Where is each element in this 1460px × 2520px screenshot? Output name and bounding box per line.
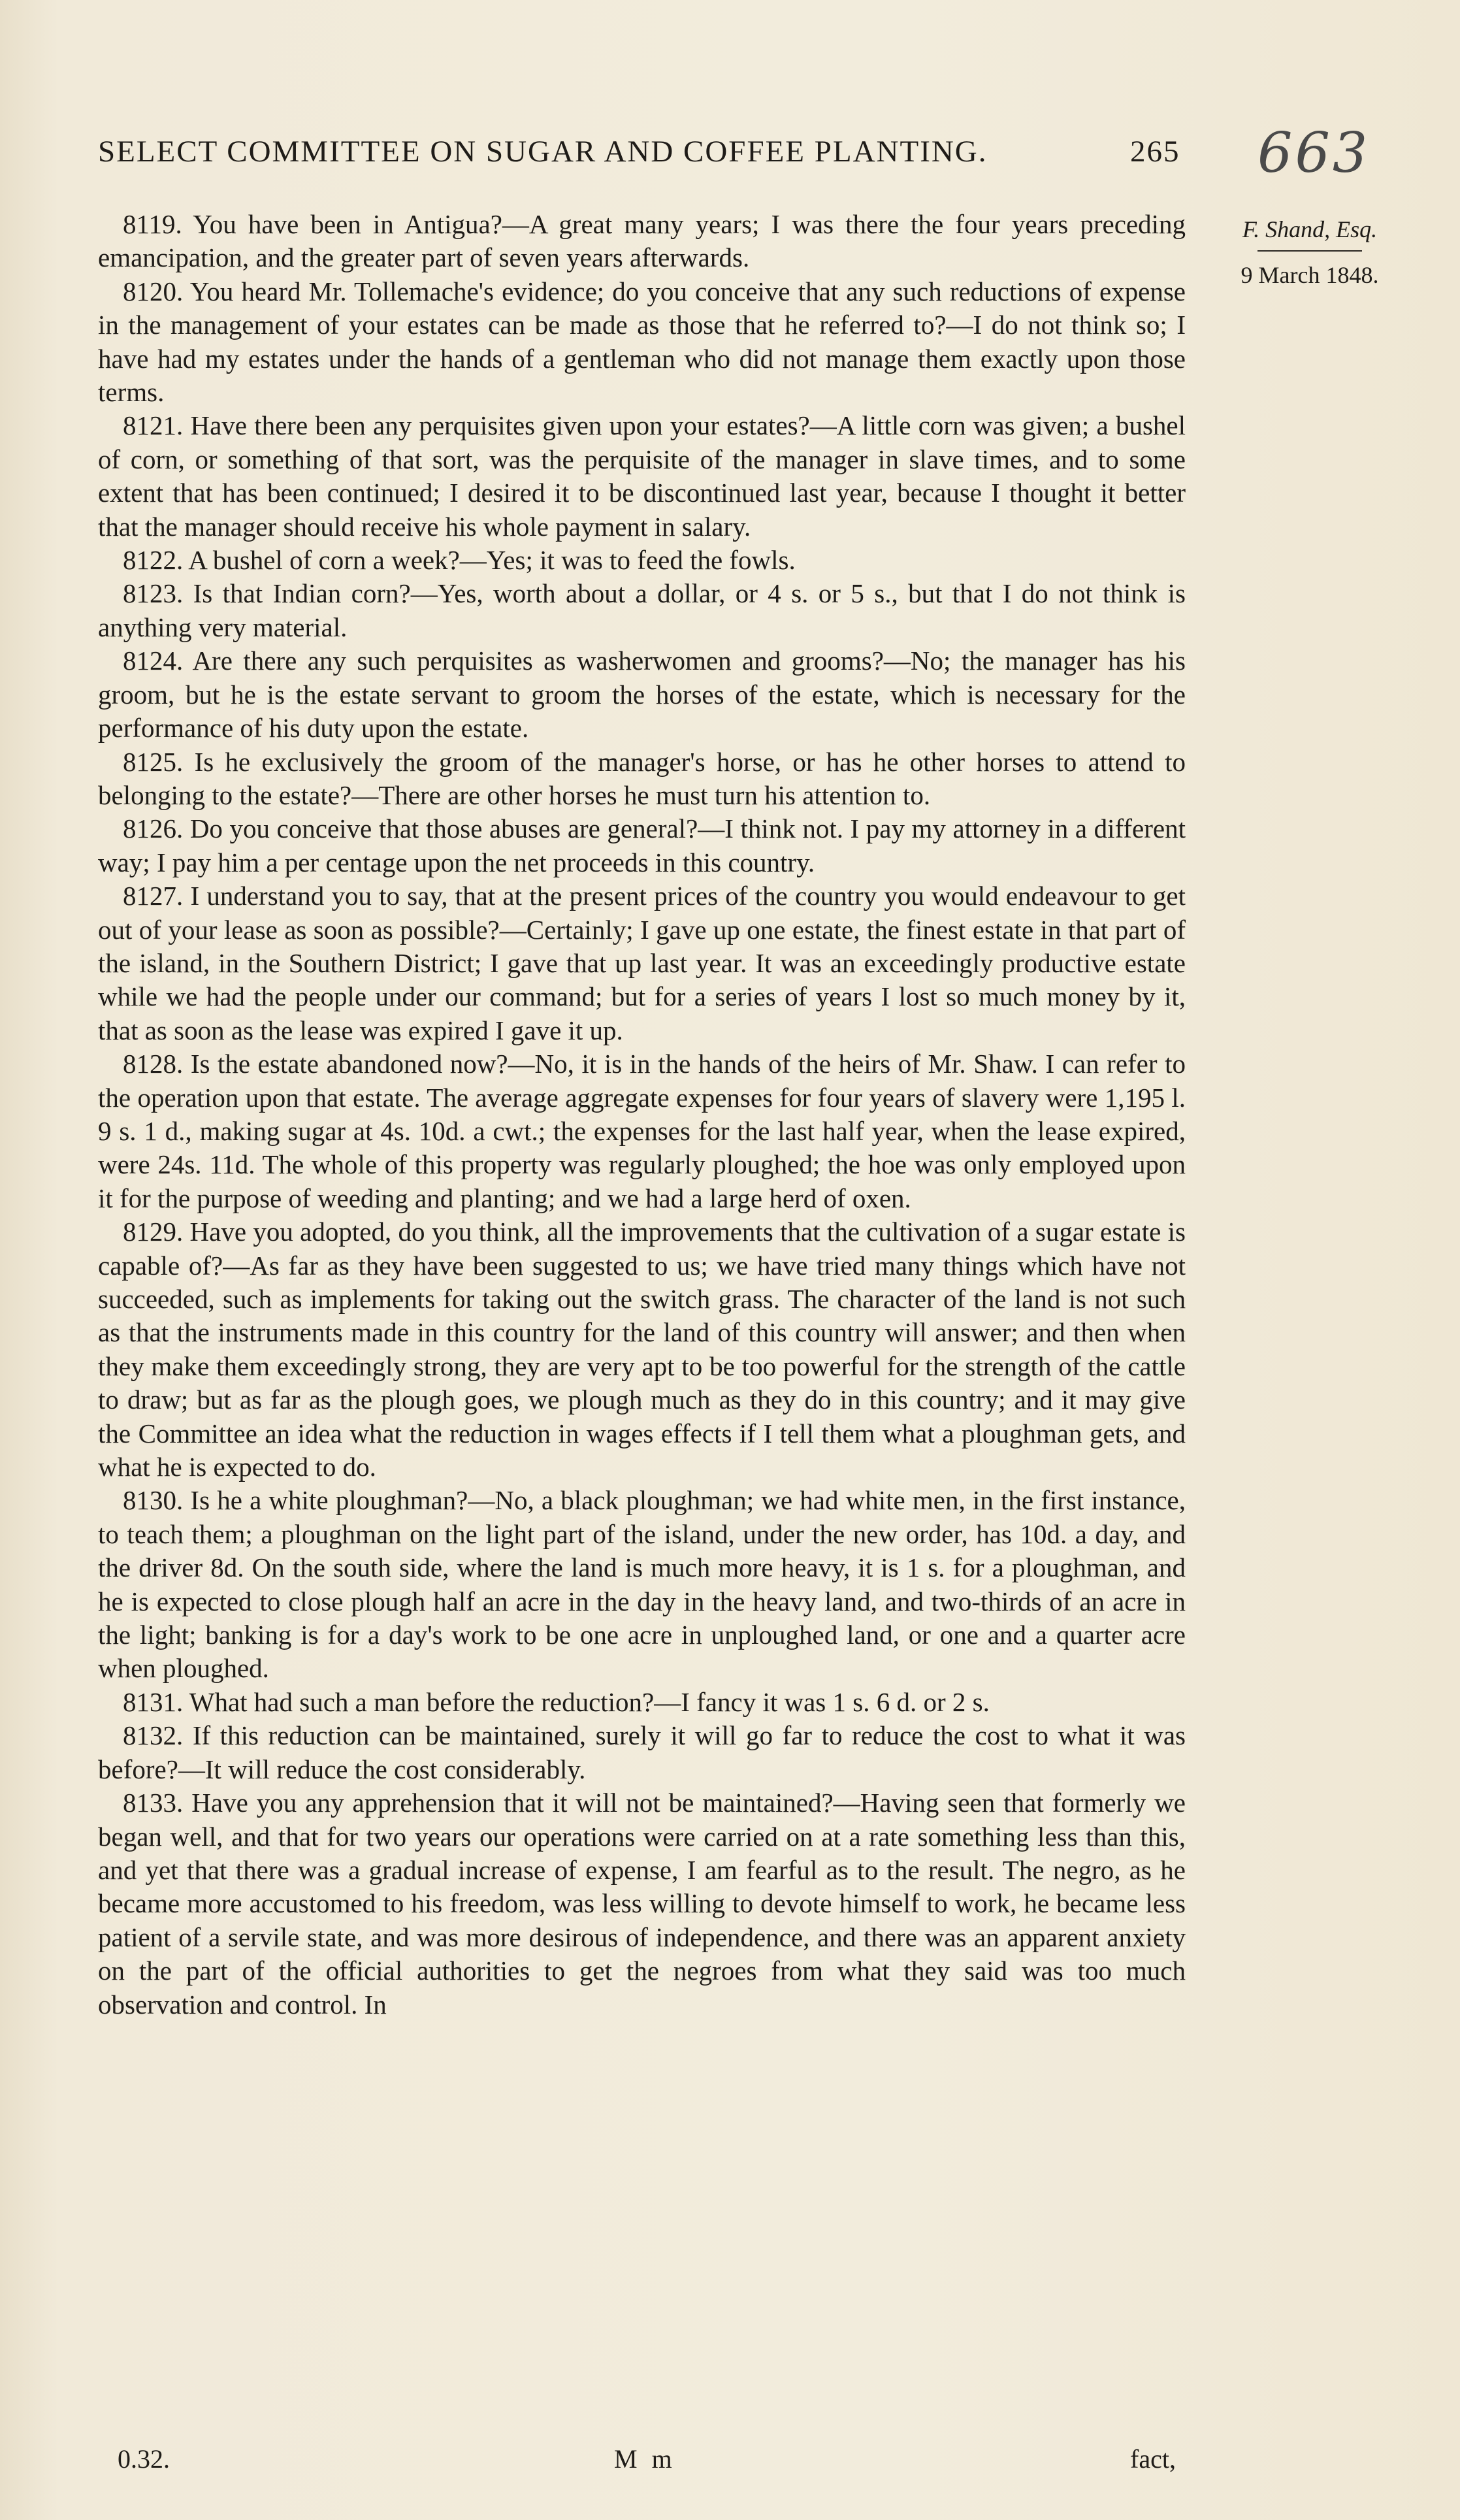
footer-signature-mark: M m [614,2444,676,2474]
question-paragraph: 8130. Is he a white ploughman?—No, a black ploughman; we had white men, in the first instance, to teach them; a ploughman on the light part of the island, under the new order, has 10d. a day, and the driver 8d. On the south side, where the land is much more heavy, it is 1 s. for a ploughman, and he is expected to close plough half an acre in the day in the heavy land, and two-thirds of an acre in the light; banking is for a day's work to be one acre in unploughed land, or one and a quarter acre when ploughed. [98,1485,1186,1684]
question-paragraph: 8125. Is he exclusively the groom of the manager's horse, or has he other horses to attend to belonging to the estate?—There are other horses he must turn his attention to. [98,746,1186,810]
footer-catchword: fact, [1130,2444,1176,2474]
handwritten-folio-number: 663 [1257,121,1371,185]
question-paragraph: 8128. Is the estate abandoned now?—No, it is in the hands of the heirs of Mr. Shaw. I can refer to the operation upon that estate. The average aggregate expenses for four years of slavery were 1,195 l. 9 s. 1 d., making sugar at 4s. 10d. a cwt.; the expenses for the last half year, when the lease expired, were 24s. 11d. The whole of this property was regularly ploughed; the hoe was only employed upon it for the purpose of weeding and planting; and we had a large herd of oxen. [98,1049,1186,1213]
question-paragraph: 8126. Do you conceive that those abuses are general?—I think not. I pay my attorney in a different way; I pay him a per centage upon the net proceeds in this country. [98,813,1186,877]
question-paragraph: 8121. Have there been any perquisites given upon your estates?—A little corn was given; a bushel of corn, or something of that sort, was the perquisite of the manager in slave times, and to some extent that has been continued; I desired it to be discontinued last year, because I thought it better that the manager should receive his whole payment in salary. [98,410,1186,542]
evidence-body [98,208,1186,2021]
question-paragraph: 8132. If this reduction can be maintained, surely it will go far to reduce the cost to what it was before?—It will reduce the cost considerably. [98,1720,1186,1784]
question-paragraph: 8119. You have been in Antigua?—A great many years; I was there the four years preceding emancipation, and the greater part of seven years afterwards. [98,209,1186,273]
footer-reference: 0.32. [118,2444,170,2474]
question-paragraph: 8127. I understand you to say, that at the present prices of the country you would endeavour to get out of your lease as soon as possible?—Certainly; I gave up one estate, the finest estate in that part of the island, in the Southern District; I gave that up last year. It was an exceedingly productive estate while we had the people under our command; but for a series of years I lost so much money by it, that as soon as the lease was expired I gave it up. [98,881,1186,1045]
question-paragraph: 8124. Are there any such perquisites as washerwomen and grooms?—No; the manager has his groom, but he is the estate servant to groom the horses of the estate, which is necessary for the performance of his duty upon the estate. [98,646,1186,744]
witness-name: F. Shand, Esq. [1242,216,1378,242]
page-number: 265 [1130,135,1180,169]
question-paragraph: 8133. Have you any apprehension that it will not be maintained?—Having seen that formerly we began well, and that for two years our operations were carried on at a rate something less than this, and yet that there was a gradual increase of expense, I am fearful as to the result. The negro, as he became more accustomed to his freedom, was less willing to devote himself to work, he became less patient of a servile state, and was more desirous of independence, and there was an apparent anxiety on the part of the official authorities to get the negroes from what they said was too much observation and control. In [98,1788,1186,2020]
question-paragraph: 8120. You heard Mr. Tollemache's evidence; do you conceive that any such reductions of expense in the management of your estates can be made as those that he referred to?—I do not think so; I have had my estates under the hands of a gentleman who did not manage them exactly upon those terms. [98,276,1186,408]
question-paragraph: 8122. A bushel of corn a week?—Yes; it was to feed the fowls. [123,545,796,576]
margin-note [1222,212,1398,292]
header-title: SELECT COMMITTEE ON SUGAR AND COFFEE PLANTING. [98,135,988,169]
question-paragraph: 8129. Have you adopted, do you think, all the improvements that the cultivation of a sugar estate is capable of?—As far as they have been suggested to us; we have tried many things which have not succeeded, such as implements for taking out the switch grass. The character of the land is not such as that the instruments made in this country for the land of this country will answer; and then when they make them exceedingly strong, they are very apt to be too powerful for the strength of the cattle to draw; but as far as the plough goes, we plough much as they do in this country; and it may give the Committee an idea what the reduction in wages effects if I tell them what a ploughman gets, and what he is expected to do. [98,1217,1186,1482]
evidence-date: 9 March 1848. [1241,262,1379,288]
question-paragraph: 8131. What had such a man before the reduction?—I fancy it was 1 s. 6 d. or 2 s. [123,1686,990,1717]
question-paragraph: 8123. Is that Indian corn?—Yes, worth about a dollar, or 4 s. or 5 s., but that I do not think is anything very material. [98,578,1186,642]
margin-rule [1257,250,1362,252]
